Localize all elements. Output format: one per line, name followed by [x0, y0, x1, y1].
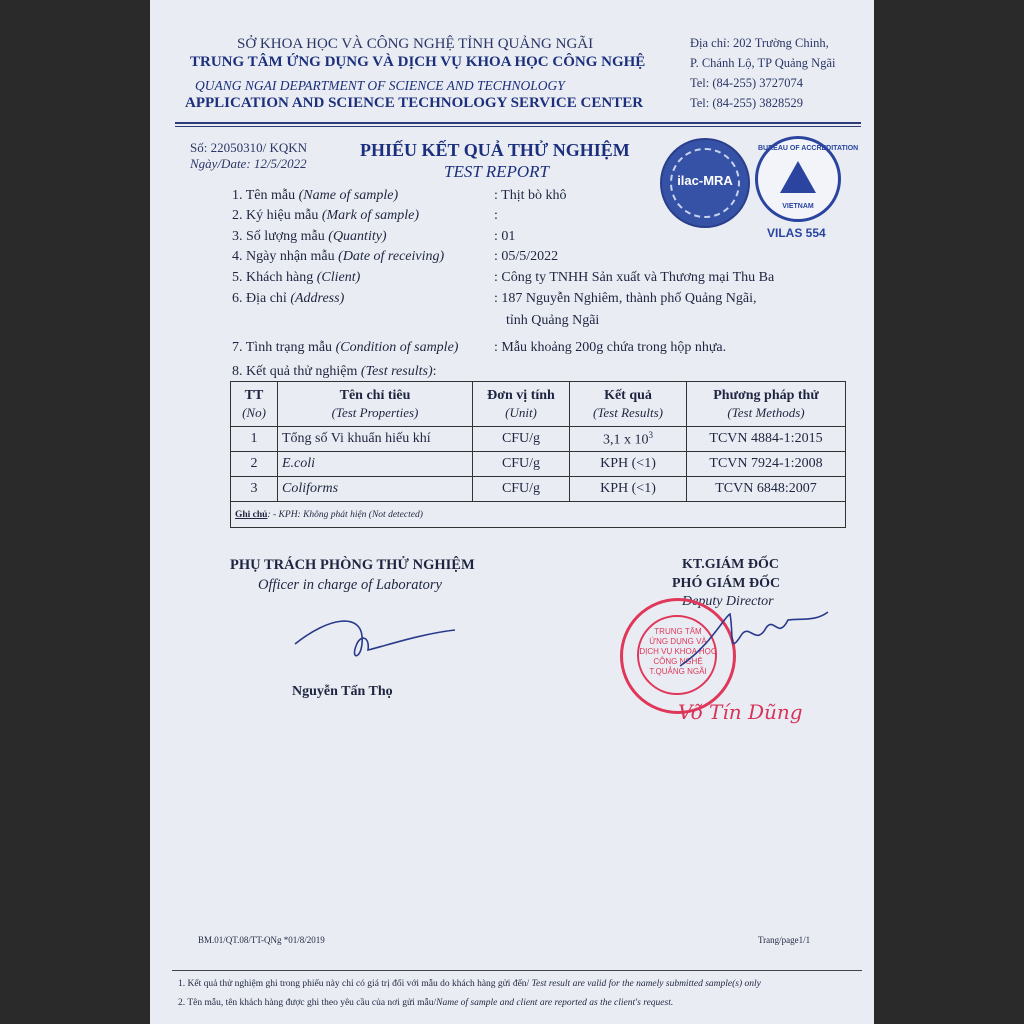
- field-label-quantity: 3. Số lượng mẫu (Quantity): [232, 229, 387, 244]
- director-signature-icon: [670, 606, 830, 676]
- stamp-line: TRUNG TÂM: [654, 627, 702, 636]
- cell-no: 2: [231, 452, 278, 477]
- col-header-no: TT (No): [231, 382, 278, 427]
- field-value-client: : Công ty TNHH Sản xuất và Thương mại Thu Ba: [494, 270, 775, 285]
- cell-no: 1: [231, 427, 278, 452]
- header-center-vi: TRUNG TÂM ỨNG DỤNG VÀ DỊCH VỤ KHOA HỌC CÔNG NGHỆ: [190, 54, 646, 70]
- header-divider-top: [175, 122, 861, 124]
- table-header-row: [231, 382, 846, 427]
- field-label-sample-mark: 2. Ký hiệu mẫu (Mark of sample): [232, 208, 420, 223]
- cell-result: KPH (<1): [570, 452, 687, 477]
- footer-divider: [172, 970, 862, 971]
- form-code: BM.01/QT.08/TT-QNg *01/8/2019: [198, 935, 325, 945]
- header-department-vi: SỞ KHOA HỌC VÀ CÔNG NGHỆ TỈNH QUẢNG NGÃI: [237, 36, 594, 52]
- field-label-sample-name: 1. Tên mẫu (Name of sample): [232, 188, 399, 203]
- report-page: [150, 0, 874, 1024]
- director-name: Võ Tín Dũng: [678, 700, 803, 724]
- table-row: [231, 452, 846, 477]
- cell-property: Coliforms: [278, 477, 473, 502]
- field-label-test-results: 8. Kết quả thử nghiệm (Test results):: [232, 364, 437, 379]
- cell-property: E.coli: [278, 452, 473, 477]
- cell-method: TCVN 7924-1:2008: [687, 452, 846, 477]
- header-address-line2: P. Chánh Lộ, TP Quảng Ngãi: [690, 56, 836, 70]
- cell-no: 3: [231, 477, 278, 502]
- lab-officer-name: Nguyễn Tấn Thọ: [292, 684, 393, 699]
- triangle-logo-icon: [780, 161, 816, 193]
- page-number: Trang/page1/1: [758, 935, 811, 945]
- cell-method: TCVN 6848:2007: [687, 477, 846, 502]
- footer-note-1: 1. Kết quả thử nghiệm ghi trong phiếu này chỉ có giá trị đối với mẫu do khách hàng gửi đến/ Test result are valid for the namely submitted sample(s) only: [178, 979, 761, 989]
- report-title-en: TEST REPORT: [444, 162, 550, 181]
- lab-officer-title-vi: PHỤ TRÁCH PHÒNG THỬ NGHIỆM: [230, 557, 475, 573]
- ilac-badge-text: ilac-MRA: [677, 173, 733, 188]
- field-label-condition: 7. Tình trạng mẫu (Condition of sample): [232, 340, 459, 355]
- header-department-en: QUANG NGAI DEPARTMENT OF SCIENCE AND TECHNOLOGY: [195, 78, 565, 93]
- field-value-condition: : Mẫu khoảng 200g chứa trong hộp nhựa.: [494, 340, 727, 355]
- header-divider-bottom: [175, 126, 861, 127]
- field-value-sample-name: : Thịt bò khô: [494, 188, 567, 203]
- director-title-1: KT.GIÁM ĐỐC: [682, 557, 779, 572]
- field-label-client: 5. Khách hàng (Client): [232, 270, 361, 285]
- table-row: [231, 477, 846, 502]
- cell-result: 3,1 x $10^3$: [570, 427, 687, 452]
- stamp-line: DỊCH VỤ KHOA HỌC: [639, 647, 717, 656]
- cell-method: TCVN 4884-1:2015: [687, 427, 846, 452]
- vilas-accreditation-badge-icon: [755, 136, 859, 222]
- col-header-method: Phương pháp thử (Test Methods): [687, 382, 846, 427]
- footer-note-2: 2. Tên mẫu, tên khách hàng được ghi theo yêu cầu của nơi gửi mẫu/Name of sample and client are reported as the client's request.: [178, 998, 674, 1008]
- field-value-quantity: : 01: [494, 229, 516, 244]
- report-number: Số: 22050310/ KQKN: [190, 140, 308, 155]
- col-header-unit: Đơn vị tính (Unit): [473, 382, 570, 427]
- header-address-line1: Địa chỉ: 202 Trường Chinh,: [690, 36, 829, 50]
- stamp-line: CÔNG NGHỆ: [653, 657, 703, 666]
- report-title-vi: PHIẾU KẾT QUẢ THỬ NGHIỆM: [360, 140, 630, 160]
- field-label-date-receiving: 4. Ngày nhận mẫu (Date of receiving): [232, 249, 445, 264]
- cell-result: KPH (<1): [570, 477, 687, 502]
- vilas-code: VILAS 554: [767, 226, 826, 240]
- cell-property: Tổng số Vi khuẩn hiếu khí: [278, 427, 473, 452]
- table-note: Ghi chú: - KPH: Không phát hiện (Not detected): [231, 502, 846, 528]
- ilac-mra-badge-icon: [660, 138, 750, 228]
- header-center-en: APPLICATION AND SCIENCE TECHNOLOGY SERVICE CENTER: [185, 95, 644, 111]
- table-row: [231, 427, 846, 452]
- stamp-line: ỨNG DỤNG VÀ: [649, 637, 707, 646]
- vilas-badge-top-text: BUREAU OF ACCREDITATION: [758, 145, 859, 152]
- col-header-property: Tên chỉ tiêu (Test Properties): [278, 382, 473, 427]
- lab-officer-signature-icon: [290, 606, 460, 666]
- vilas-badge-bottom-text: VIETNAM: [782, 203, 814, 210]
- cell-unit: CFU/g: [473, 477, 570, 502]
- report-date: Ngày/Date: 12/5/2022: [190, 156, 307, 171]
- field-label-address: 6. Địa chỉ (Address): [232, 291, 345, 306]
- field-value-date-receiving: : 05/5/2022: [494, 249, 559, 264]
- header-tel1: Tel: (84-255) 3727074: [690, 76, 803, 90]
- col-header-result: Kết quả (Test Results): [570, 382, 687, 427]
- director-title-en: Deputy Director: [682, 594, 774, 609]
- table-note-row: [231, 502, 846, 528]
- director-title-2: PHÓ GIÁM ĐỐC: [672, 576, 781, 591]
- cell-unit: CFU/g: [473, 427, 570, 452]
- field-value-address: : 187 Nguyễn Nghiêm, thành phố Quảng Ngãi,: [494, 291, 757, 306]
- results-table: [230, 381, 846, 528]
- field-value-address-cont: tỉnh Quảng Ngãi: [506, 313, 600, 328]
- cell-unit: CFU/g: [473, 452, 570, 477]
- field-value-sample-mark: :: [494, 208, 498, 223]
- stamp-line: T.QUẢNG NGÃI: [649, 667, 707, 676]
- lab-officer-title-en: Officer in charge of Laboratory: [258, 577, 442, 593]
- header-tel2: Tel: (84-255) 3828529: [690, 96, 803, 110]
